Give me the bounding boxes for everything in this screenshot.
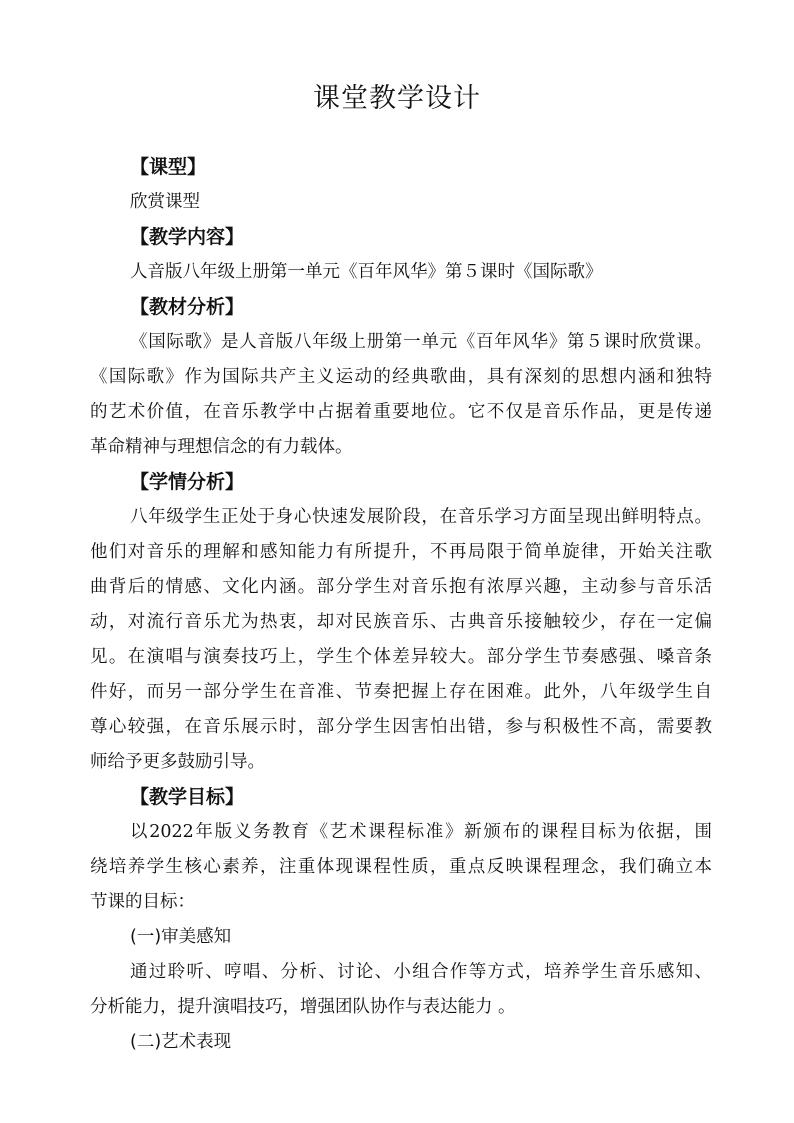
paragraph-line: 见。在演唱与演奏技巧上，学生个体差异较大。部分学生节奏感强、嗓音条 [90, 647, 712, 667]
paragraph-line: 师给予更多鼓励引导。 [90, 752, 265, 772]
document-body [90, 150, 712, 1060]
subsection-heading-aesthetic: (一)审美感知 [130, 927, 232, 947]
paragraph-line: 他们对音乐的理解和感知能力有所提升，不再局限于简单旋律，开始关注歌 [90, 542, 712, 562]
section-heading-lesson-type: 【课型】 [130, 156, 207, 178]
section-heading-content: 【教学内容】 [130, 226, 245, 248]
paragraph-line: 动，对流行音乐尤为热衷，却对民族音乐、古典音乐接触较少，存在一定偏 [90, 612, 712, 632]
paragraph-line: 绕培养学生核心素养，注重体现课程性质，重点反映课程理念，我们确立本 [90, 857, 712, 877]
paragraph-line: 通过聆听、哼唱、分析、讨论、小组合作等方式，培养学生音乐感知、 [130, 962, 712, 982]
paragraph-line: 节课的目标： [90, 892, 195, 912]
paragraph-line: 革命精神与理想信念的有力载体。 [90, 437, 353, 457]
paragraph-line: 欣赏课型 [130, 192, 200, 212]
paragraph-line: 分析能力，提升演唱技巧，增强团队协作与表达能力 。 [90, 997, 516, 1017]
paragraph-line: 人音版八年级上册第一单元《百年风华》第５课时《国际歌》 [130, 262, 603, 282]
section-heading-goals: 【教学目标】 [130, 786, 245, 808]
paragraph-line: 曲背后的情感、文化内涵。部分学生对音乐抱有浓厚兴趣，主动参与音乐活 [90, 577, 712, 597]
section-heading-material: 【教材分析】 [130, 296, 245, 318]
subsection-heading-performance: (二)艺术表现 [130, 1032, 232, 1052]
section-heading-students: 【学情分析】 [130, 471, 245, 493]
paragraph-line: 八年级学生正处于身心快速发展阶段，在音乐学习方面呈现出鲜明特点。 [130, 507, 712, 527]
paragraph-line: 件好，而另一部分学生在音准、节奏把握上存在困难。此外，八年级学生自 [90, 682, 712, 702]
paragraph-line: 尊心较强，在音乐展示时，部分学生因害怕出错，参与积极性不高，需要教 [90, 717, 712, 737]
paragraph-line: 以2022年版义务教育《艺术课程标准》新颁布的课程目标为依据，围 [130, 822, 712, 842]
paragraph-line: 《国际歌》作为国际共产主义运动的经典歌曲，具有深刻的思想内涵和独特 [90, 367, 712, 387]
paragraph-line: 《国际歌》是人音版八年级上册第一单元《百年风华》第５课时欣赏课。 [130, 332, 712, 352]
paragraph-line: 的艺术价值，在音乐教学中占据着重要地位。它不仅是音乐作品，更是传递 [90, 402, 712, 422]
page-title: 课堂教学设计 [313, 83, 481, 114]
